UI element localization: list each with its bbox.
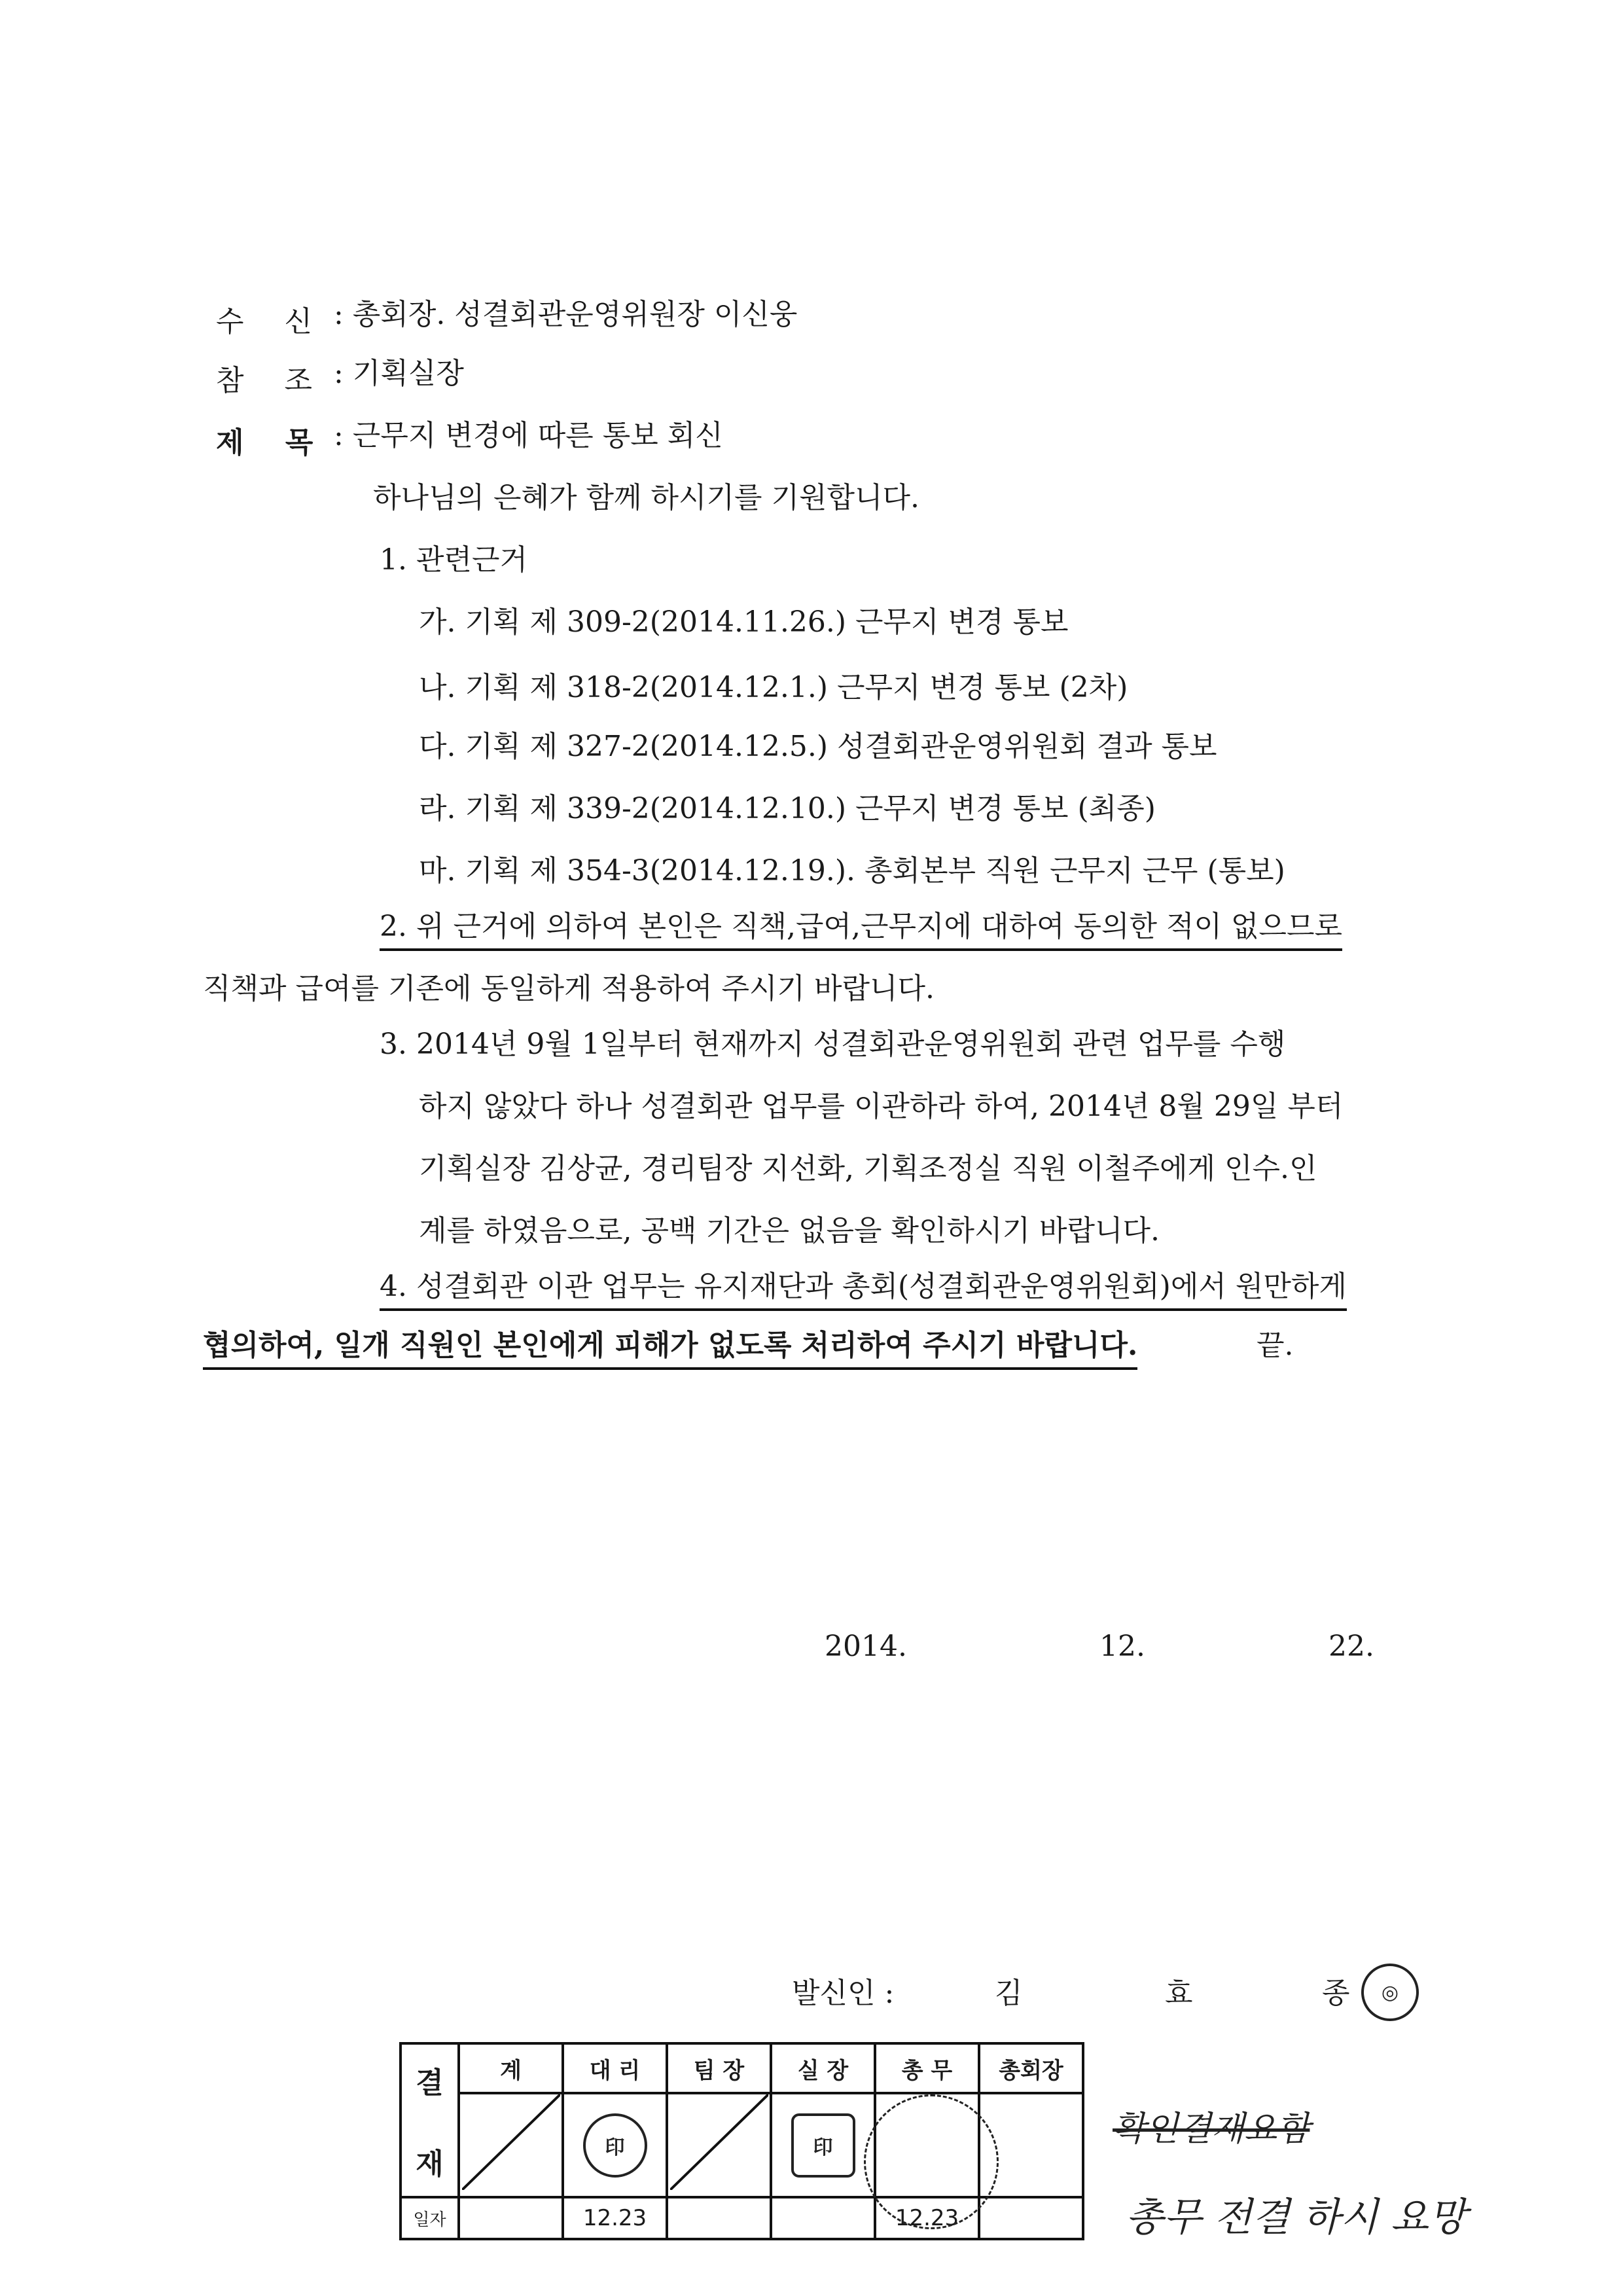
approval-date-cell: 12.23 (563, 2197, 667, 2239)
sender-seal-stamp: ◎ (1361, 1964, 1419, 2021)
reference-value: : 기획실장 (334, 357, 464, 390)
side-bottom: 재 (416, 2147, 444, 2181)
item3-line1: 3. 2014년 9월 1일부터 현재까지 성결회관운영위원회 관련 업무를 수행 (380, 1028, 1286, 1061)
approval-cell-signed (563, 2093, 667, 2197)
reference-item: 마. 기획 제 354-3(2014.12.19.). 총회본부 직원 근무지 근무 (통보) (419, 854, 1285, 888)
sender-label: 발신인 : (792, 1977, 895, 2010)
reference-item: 가. 기획 제 309-2(2014.11.26.) 근무지 변경 통보 (419, 605, 1069, 639)
approval-date-cell: 12.23 (875, 2197, 979, 2239)
diagonal-line (670, 2094, 768, 2190)
approval-col-header: 대 리 (563, 2043, 667, 2093)
approval-seal-stamp: 印 (791, 2113, 855, 2178)
reference-label: 참 조 (216, 364, 328, 397)
diagonal-line (462, 2094, 560, 2190)
approval-date-label: 일자 (401, 2197, 459, 2239)
reference-item: 나. 기획 제 318-2(2014.12.1.) 근무지 변경 통보 (2차) (419, 671, 1128, 704)
item2-line2: 직책과 급여를 기존에 동일하게 적용하여 주시기 바랍니다. (203, 972, 935, 1005)
approval-side-label (401, 2043, 459, 2197)
approval-date-cell (459, 2197, 563, 2239)
item4-line1: 4. 성결회관 이관 업무는 유지재단과 총회(성결회관운영위원회)에서 원만하게 (380, 1270, 1347, 1311)
approval-cell-crossed (459, 2093, 563, 2197)
section1-title: 1. 관련근거 (380, 543, 527, 577)
side-top: 결 (416, 2066, 444, 2100)
approval-col-header: 실 장 (771, 2043, 875, 2093)
handwritten-crossed-note: 확인결재요함 (1113, 2109, 1310, 2149)
greeting: 하나님의 은혜가 함께 하시기를 기원합니다. (373, 481, 920, 514)
date-month: 12. (1099, 1630, 1145, 1663)
sender-name-char: 김 (995, 1977, 1023, 2010)
approval-seal-stamp: 印 (583, 2113, 647, 2178)
recipient-label: 수 신 (216, 305, 328, 338)
handwritten-note: 총무 전결 하시 요망 (1126, 2195, 1467, 2240)
approval-date-cell (667, 2197, 771, 2239)
date-year: 2014. (825, 1630, 907, 1663)
approval-cell-signed (771, 2093, 875, 2197)
subject-label: 제 목 (216, 426, 329, 459)
sender-name-char: 효 (1165, 1977, 1193, 2010)
item3-line2: 하지 않았다 하나 성결회관 업무를 이관하라 하여, 2014년 8월 29일 부터 (419, 1090, 1344, 1123)
reference-item: 다. 기획 제 327-2(2014.12.5.) 성결회관운영위원회 결과 통보 (419, 730, 1217, 763)
sender-name-char: 종 (1322, 1977, 1350, 2010)
approval-col-header: 계 (459, 2043, 563, 2093)
item4-line2: 협의하여, 일개 직원인 본인에게 피해가 없도록 처리하여 주시기 바랍니다. (203, 1329, 1137, 1370)
end-mark: 끝. (1257, 1329, 1294, 1362)
approval-cell-crossed (667, 2093, 771, 2197)
approval-col-header: 팀 장 (667, 2043, 771, 2093)
reference-item: 라. 기획 제 339-2(2014.12.10.) 근무지 변경 통보 (최종) (419, 792, 1156, 825)
approval-col-header: 총 무 (875, 2043, 979, 2093)
approval-date-cell (771, 2197, 875, 2239)
subject-value: : 근무지 변경에 따른 통보 회신 (334, 419, 723, 452)
round-official-stamp (864, 2094, 999, 2229)
item3-line3: 기획실장 김상균, 경리팀장 지선화, 기획조정실 직원 이철주에게 인수.인 (419, 1152, 1317, 1185)
recipient-value: : 총회장. 성결회관운영위원장 이신웅 (334, 298, 798, 331)
item3-line4: 계를 하였음으로, 공백 기간은 없음을 확인하시기 바랍니다. (419, 1214, 1160, 1247)
date-day: 22. (1329, 1630, 1374, 1663)
approval-date-cell (979, 2197, 1083, 2239)
approval-col-header: 총회장 (979, 2043, 1083, 2093)
item2-line1: 2. 위 근거에 의하여 본인은 직책,급여,근무지에 대하여 동의한 적이 없으므로 (380, 910, 1342, 951)
